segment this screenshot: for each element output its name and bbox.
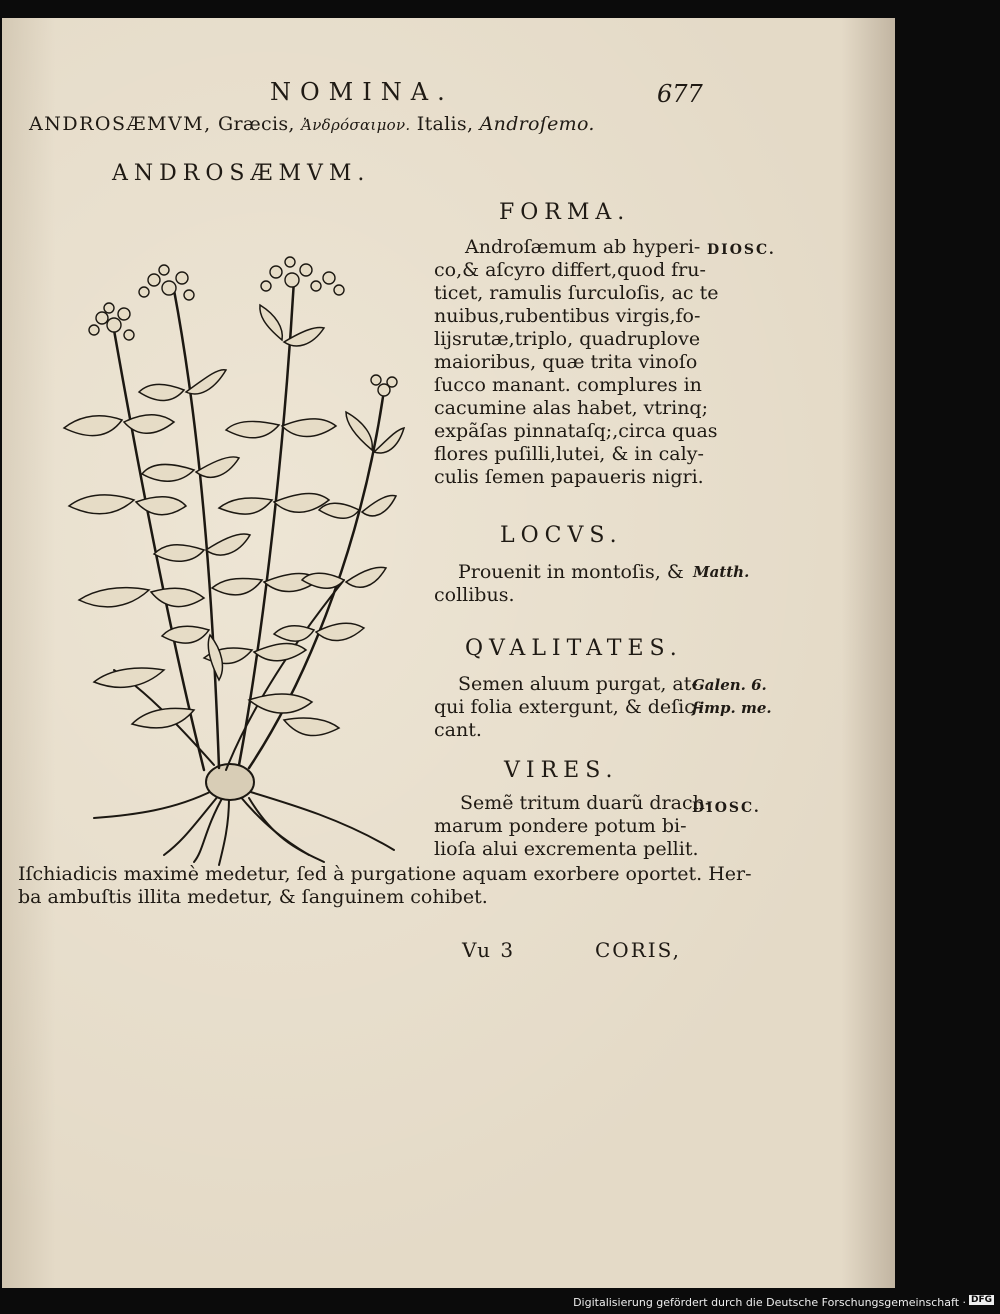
qualitates-line: Semen aluum purgat, at- — [458, 673, 698, 695]
qualitates-margin-note: ſimp. me. — [692, 699, 772, 717]
qualitates-margin-note: Galen. 6. — [692, 676, 767, 694]
nomina-italis-label: Italis, — [416, 113, 474, 135]
forma-line: ticet, ramulis ſurculoſis, ac te — [434, 282, 719, 304]
vires-wide-line: Iſchiadicis maximè medetur, ſed à purgatione aquam exorbere oportet. Her- — [18, 863, 752, 885]
vires-wide-line: ba ambuſtis illita medetur, & ſanguinem cohibet. — [18, 886, 488, 908]
forma-line: cacumine alas habet, vtrinq; — [434, 397, 708, 419]
section-forma-heading: FORMA. — [499, 200, 631, 225]
vires-line: Semẽ tritum duarũ drach- — [460, 792, 712, 814]
locus-line: collibus. — [434, 584, 515, 606]
forma-margin-note: DIOSC. — [707, 242, 776, 258]
running-title: NOMINA. — [270, 78, 454, 106]
forma-line: lijsrutæ,triplo, quadruplove — [434, 328, 701, 350]
nomina-name: ANDROSÆMVM, — [29, 113, 212, 135]
nomina-greek: Ἀνδρόσαιμον. — [301, 116, 411, 134]
forma-line: flores puſilli,lutei, & in caly- — [434, 443, 704, 465]
signature-mark: Vu 3 — [462, 938, 516, 962]
nomina-italian: Androſemo. — [479, 113, 595, 135]
forma-line: maioribus, quæ trita vinoſo — [434, 351, 698, 373]
forma-line: expãſas pinnataſq;,circa quas — [434, 420, 718, 442]
section-locus-heading: LOCVS. — [500, 523, 623, 548]
dfg-funding-note: Digitalisierung gefördert durch die Deutsche Forschungsgemeinschaft · — [573, 1296, 966, 1309]
section-vires-heading: VIRES. — [504, 758, 619, 783]
nomina-line — [29, 113, 595, 135]
page-number: 677 — [657, 80, 703, 108]
book-page — [2, 18, 895, 1288]
nomina-graecis-label: Græcis, — [218, 113, 295, 135]
forma-line: co,& aſcyro differt,quod fru- — [434, 259, 706, 281]
locus-margin-note: Matth. — [693, 563, 750, 581]
androsaemum-woodcut-illustration — [54, 250, 424, 870]
forma-line: ſucco manant. complures in — [434, 374, 702, 396]
dfg-logo: DFG — [970, 1295, 992, 1305]
plant-title: ANDROSÆMVM. — [112, 161, 371, 186]
section-qualitates-heading: QVALITATES. — [465, 636, 683, 661]
vires-line: lioſa alui excrementa pellit. — [434, 838, 699, 860]
forma-line: nuibus,rubentibus virgis,fo- — [434, 305, 701, 327]
forma-line: culis ſemen papaueris nigri. — [434, 466, 704, 488]
forma-line: Androſæmum ab hyperi- — [465, 236, 701, 258]
catchword: CORIS, — [595, 938, 682, 962]
vires-margin-note: DIOSC. — [692, 800, 761, 816]
locus-line: Prouenit in montoſis, & — [458, 561, 684, 583]
qualitates-line: cant. — [434, 719, 482, 741]
vires-line: marum pondere potum bi- — [434, 815, 687, 837]
qualitates-line: qui folia extergunt, & deſic- — [434, 696, 702, 718]
